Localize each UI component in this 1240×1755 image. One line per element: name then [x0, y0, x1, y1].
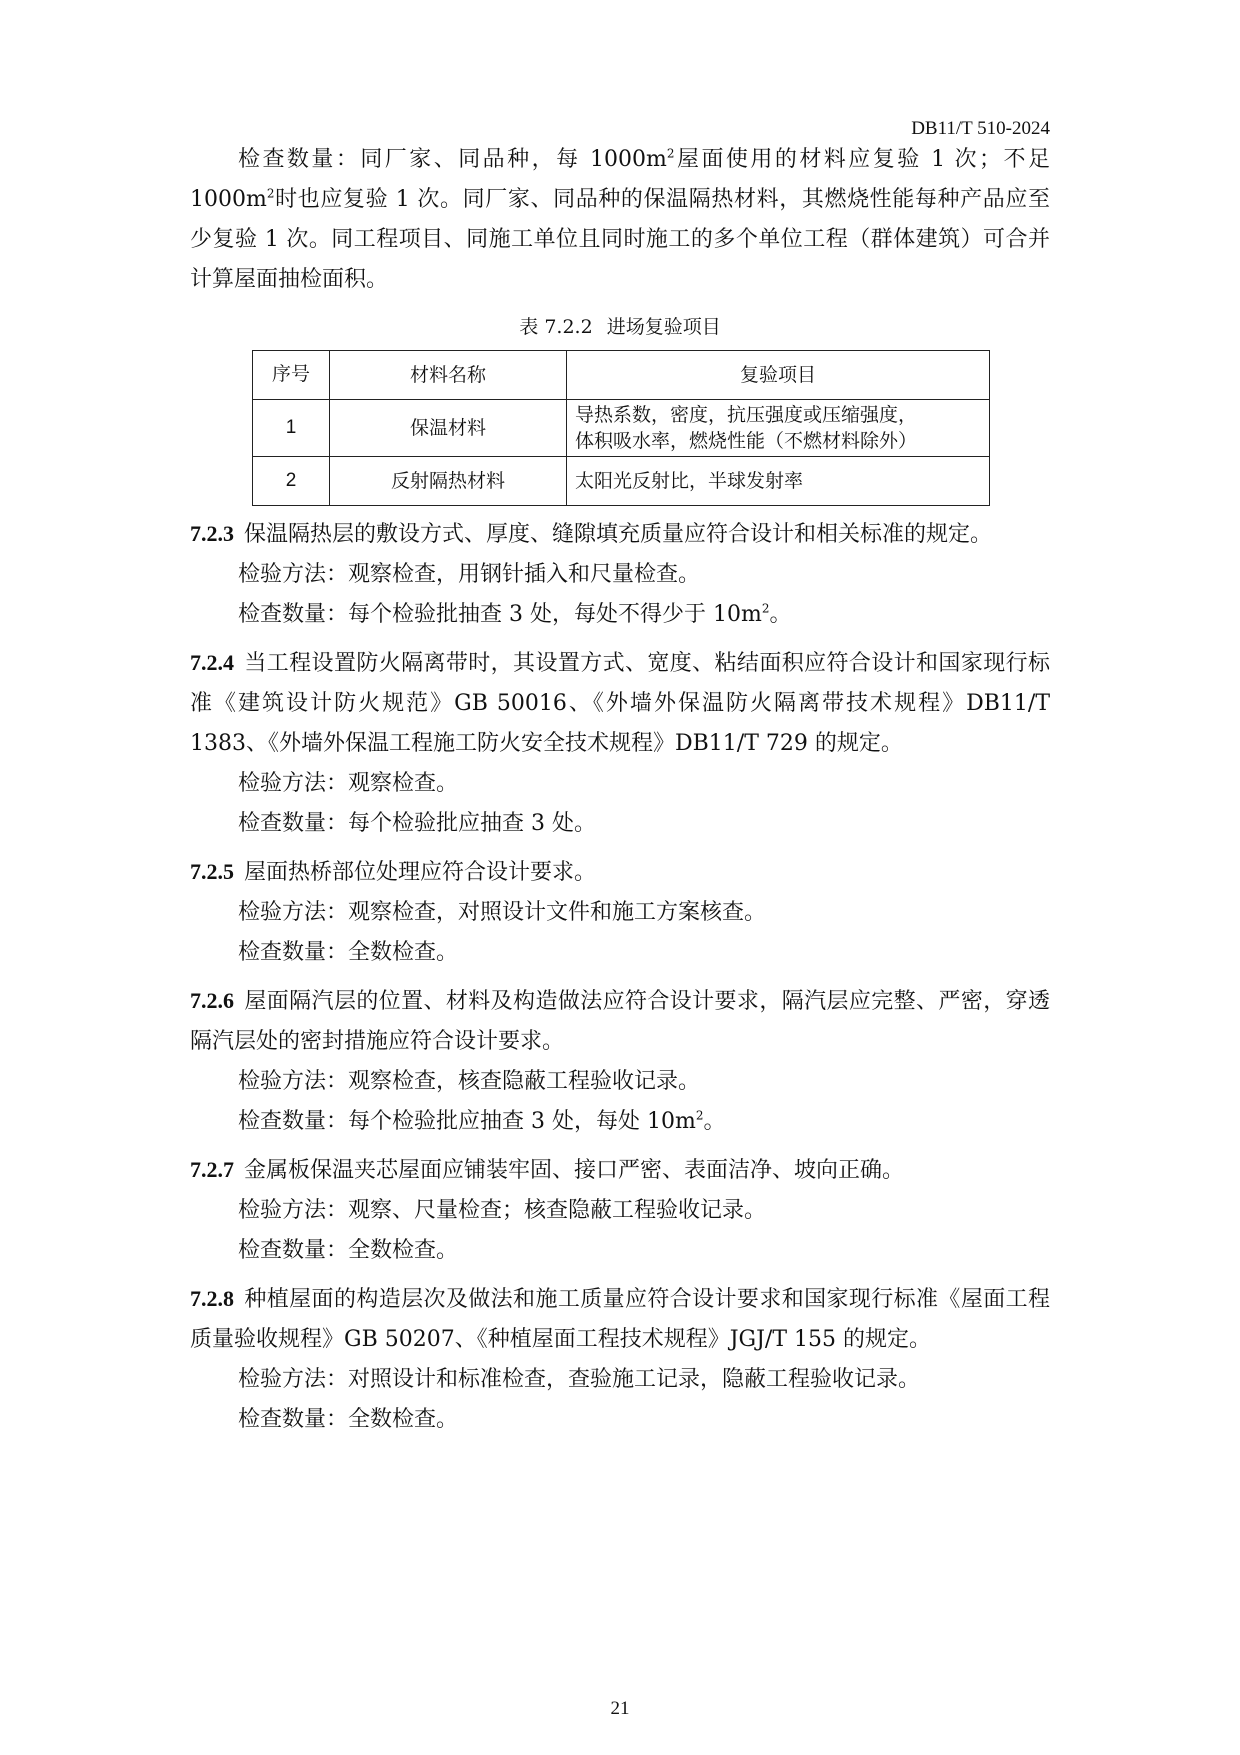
retest-items-table: [252, 350, 990, 506]
clause-number: 7.2.6: [190, 988, 234, 1013]
intro-paragraph: [190, 140, 1050, 300]
header-no: 序号: [253, 351, 330, 400]
row-items: [567, 400, 990, 457]
superscript: 2: [695, 1108, 704, 1123]
inspection-quantity: 检查数量：全数检查。: [238, 940, 459, 965]
row-no: 2: [253, 457, 330, 506]
clause-number: 7.2.8: [190, 1286, 234, 1311]
inspection-method: 检验方法：观察、尺量检查；核查隐蔽工程验收记录。: [238, 1198, 767, 1223]
clause-text: 当工程设置防火隔离带时，其设置方式、宽度、粘结面积应符合设计和国家现行标准《建筑设计防火规范》GB 50016、《外墙外保温防火隔离带技术规程》DB11/T 1383、《外墙外保温工程施工防火安全技术规程》DB11/T 729 的规定。: [190, 651, 1050, 756]
document-code: DB11/T 510-2024: [911, 118, 1050, 139]
clause-text: 保温隔热层的敷设方式、厚度、缝隙填充质量应符合设计和相关标准的规定。: [244, 522, 993, 547]
clause-number: 7.2.4: [190, 650, 234, 675]
row-items: [567, 457, 990, 506]
intro-text-a: 检查数量：同厂家、同品种，每 1000m: [238, 147, 667, 172]
row-no: 1: [253, 400, 330, 457]
header-items: 复验项目: [567, 351, 990, 400]
section-7-2-7: [190, 1150, 1050, 1271]
section-7-2-8: [190, 1279, 1050, 1440]
inspection-quantity: [190, 595, 1050, 635]
clause-text: 金属板保温夹芯屋面应铺装牢固、接口严密、表面洁净、坡向正确。: [244, 1158, 905, 1183]
row-items-line: 太阳光反射比，半球发射率: [575, 470, 804, 492]
inspection-quantity: 检查数量：全数检查。: [238, 1407, 459, 1432]
inspection-method: 检验方法：观察检查。: [238, 771, 459, 796]
clause-number: 7.2.5: [190, 859, 234, 884]
header-material: 材料名称: [330, 351, 567, 400]
quantity-end: 。: [769, 602, 792, 627]
superscript: 2: [266, 186, 275, 201]
table-caption-id: 表 7.2.2: [519, 316, 593, 338]
intro-text-c: 时也应复验 1 次。同厂家、同品种的保温隔热材料，其燃烧性能每种产品应至少复验 1 次。同工程项目、同施工单位且同时施工的多个单位工程（群体建筑）可合并计算屋面抽检面积。: [190, 187, 1050, 292]
inspection-method: 检验方法：对照设计和标准检查，查验施工记录，隐蔽工程验收记录。: [238, 1367, 921, 1392]
clause-text: 屋面隔汽层的位置、材料及构造做法应符合设计要求，隔汽层应完整、严密，穿透隔汽层处的密封措施应符合设计要求。: [190, 989, 1050, 1054]
clause: [190, 852, 1050, 893]
table-row: [253, 400, 990, 457]
table-header-row: [253, 351, 990, 400]
row-items-line: 体积吸水率，燃烧性能（不燃材料除外）: [575, 430, 918, 452]
page-body: [190, 140, 1050, 1440]
clause-text: 屋面热桥部位处理应符合设计要求。: [244, 860, 597, 885]
clause: [190, 643, 1050, 764]
inspection-method: 检验方法：观察检查，用钢针插入和尺量检查。: [238, 562, 701, 587]
inspection-quantity: 检查数量：全数检查。: [238, 1238, 459, 1263]
inspection-quantity: 检查数量：每个检验批应抽查 3 处。: [238, 811, 596, 836]
quantity-end: 。: [703, 1109, 726, 1134]
superscript: 2: [761, 601, 770, 616]
section-7-2-5: [190, 852, 1050, 973]
clause: [190, 514, 1050, 555]
inspection-quantity: [190, 1102, 1050, 1142]
inspection-method: 检验方法：观察检查，核查隐蔽工程验收记录。: [238, 1069, 701, 1094]
clause: [190, 1279, 1050, 1360]
intro-text-b: 屋面使用的材料应复验 1 次；不足 1000m: [190, 147, 1050, 212]
row-items-line: 导热系数，密度，抗压强度或压缩强度，: [575, 404, 918, 426]
row-material: 反射隔热材料: [330, 457, 567, 506]
section-7-2-6: [190, 981, 1050, 1142]
clause: [190, 981, 1050, 1062]
table-caption-title: 进场复验项目: [606, 316, 721, 338]
superscript: 2: [666, 146, 675, 161]
table-row: [253, 457, 990, 506]
clause: [190, 1150, 1050, 1191]
page-number: 21: [610, 1698, 630, 1719]
section-7-2-3: [190, 514, 1050, 635]
quantity-text: 检查数量：每个检验批应抽查 3 处，每处 10m: [238, 1109, 696, 1134]
table-caption: [190, 312, 1050, 342]
clause-number: 7.2.7: [190, 1157, 234, 1182]
clause-number: 7.2.3: [190, 521, 234, 546]
section-7-2-4: [190, 643, 1050, 844]
inspection-method: 检验方法：观察检查，对照设计文件和施工方案核查。: [238, 900, 767, 925]
quantity-text: 检查数量：每个检验批抽查 3 处，每处不得少于 10m: [238, 602, 762, 627]
clause-text: 种植屋面的构造层次及做法和施工质量应符合设计要求和国家现行标准《屋面工程质量验收规程》GB 50207、《种植屋面工程技术规程》JGJ/T 155 的规定。: [190, 1287, 1050, 1352]
row-material: 保温材料: [330, 400, 567, 457]
